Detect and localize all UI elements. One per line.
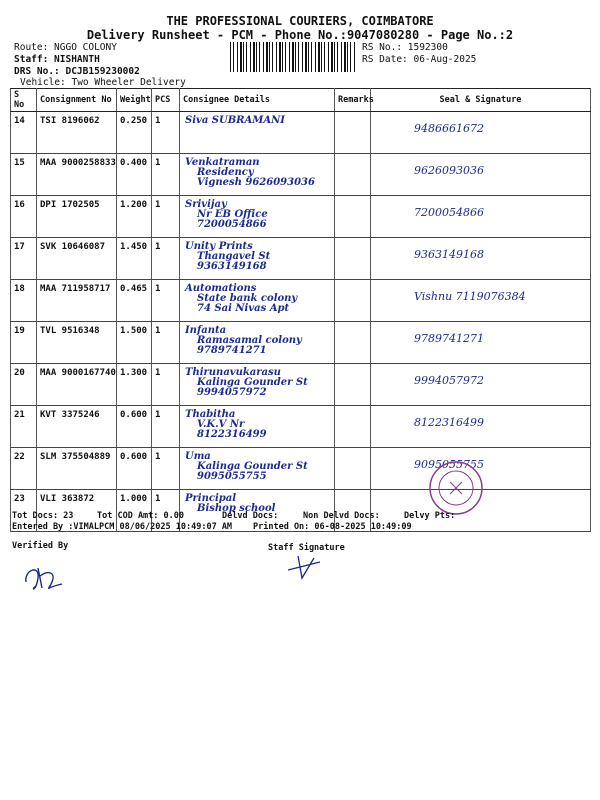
table-row	[11, 448, 591, 490]
consignee-line: Vignesh 9626093036	[197, 177, 315, 188]
consignee-line: Unity Prints	[185, 241, 253, 252]
staff-label: Staff: NISHANTH	[14, 54, 100, 65]
receiver-signature: 9626093036	[414, 164, 484, 177]
col-pcs: PCS	[152, 89, 180, 112]
remarks-cell	[335, 112, 371, 154]
receiver-signature: 9486661672	[414, 122, 484, 135]
seal-signature-cell	[371, 280, 591, 322]
barcode-bar	[237, 42, 238, 72]
barcode-bar	[253, 42, 255, 72]
barcode-bar	[263, 42, 264, 72]
receiver-signature: 9994057972	[414, 374, 484, 387]
receiver-signature: 9789741271	[414, 332, 484, 345]
consignee-details-cell	[180, 154, 335, 196]
consignment-no-cell: TSI 8196062	[37, 112, 117, 154]
consignee-line: Ramasamal colony	[197, 335, 302, 346]
table-row	[11, 364, 591, 406]
verifier-signature	[22, 560, 66, 592]
vehicle-label: Vehicle: Two Wheeler Delivery	[20, 77, 186, 88]
pcs-cell: 1	[152, 280, 180, 322]
remarks-cell	[335, 448, 371, 490]
verified-by-label: Verified By	[12, 541, 69, 551]
consignee-details-cell	[180, 112, 335, 154]
drs-label: DRS No.: DCJB159230002	[14, 66, 140, 77]
table-row	[11, 196, 591, 238]
remarks-cell	[335, 154, 371, 196]
pcs-cell: 1	[152, 154, 180, 196]
sno-cell: 15	[11, 154, 37, 196]
barcode-bar	[269, 42, 270, 72]
barcode-bar	[344, 42, 346, 72]
tot-cod-amt: Tot COD Amt: 0.00	[97, 511, 184, 521]
barcode-bar	[337, 42, 338, 72]
consignee-details-cell	[180, 448, 335, 490]
remarks-cell	[335, 406, 371, 448]
seal-signature-cell	[371, 322, 591, 364]
remarks-cell	[335, 196, 371, 238]
barcode-bar	[328, 42, 329, 72]
barcode-bar	[347, 42, 348, 72]
consignee-details-cell	[180, 196, 335, 238]
sno-cell: 14	[11, 112, 37, 154]
pcs-cell: 1	[152, 364, 180, 406]
col-seal-signature: Seal & Signature	[371, 89, 591, 112]
pcs-cell: 1	[152, 112, 180, 154]
pcs-cell: 1	[152, 322, 180, 364]
table-row	[11, 238, 591, 280]
printed-on: Printed On: 06-08-2025 10:49:09	[253, 522, 412, 532]
consignment-no-cell: VLI 363872	[37, 490, 117, 532]
barcode-bar	[285, 42, 286, 72]
barcode-bar	[321, 42, 322, 72]
delvy-pts: Delvy Pts:	[404, 511, 456, 521]
consignee-line: Srivijay	[185, 199, 227, 210]
sno-cell: 20	[11, 364, 37, 406]
pcs-cell: 1	[152, 196, 180, 238]
remarks-cell	[335, 364, 371, 406]
pcs-cell: 1	[152, 490, 180, 532]
consignee-line: Uma	[185, 451, 211, 462]
barcode-bar	[289, 42, 290, 72]
barcode-bar	[331, 42, 333, 72]
receiver-signature: Vishnu 7119076384	[414, 290, 526, 303]
consignee-line: Residency	[197, 167, 254, 178]
table-row	[11, 280, 591, 322]
runsheet-subtitle: Delivery Runsheet - PCM - Phone No.:9047080280 - Page No.:2	[86, 28, 514, 42]
consignee-details-cell	[180, 280, 335, 322]
table-row	[11, 154, 591, 196]
barcode-bar	[302, 42, 303, 72]
consignment-no-cell: SVK 10646087	[37, 238, 117, 280]
barcode-bar	[276, 42, 277, 72]
barcode-bar	[292, 42, 294, 72]
seal-signature-cell	[371, 196, 591, 238]
receiver-signature: 9095055755	[414, 458, 484, 471]
barcode-bar	[308, 42, 309, 72]
weight-cell: 0.600	[117, 448, 152, 490]
barcode-bar	[350, 42, 351, 72]
consignee-line: Principal	[185, 493, 237, 504]
sno-cell: 18	[11, 280, 37, 322]
barcode-bar	[272, 42, 273, 72]
barcode-bar	[341, 42, 342, 72]
receiver-signature: 7200054866	[414, 206, 484, 219]
pcs-cell: 1	[152, 406, 180, 448]
consignee-line: 9095055755	[197, 471, 267, 482]
consignment-no-cell: MAA 9000258833	[37, 154, 117, 196]
delvd-docs: Delvd Docs:	[222, 511, 279, 521]
weight-cell: 0.400	[117, 154, 152, 196]
staff-signature	[284, 552, 324, 580]
weight-cell: 1.500	[117, 322, 152, 364]
consignee-line: Siva SUBRAMANI	[185, 115, 285, 126]
consignee-line: Thangavel St	[197, 251, 271, 262]
col-weight: Weight	[117, 89, 152, 112]
weight-cell: 0.600	[117, 406, 152, 448]
remarks-cell	[335, 280, 371, 322]
barcode-bar	[324, 42, 325, 72]
seal-signature-cell	[371, 364, 591, 406]
sno-cell: 16	[11, 196, 37, 238]
col-sno: S No	[11, 89, 37, 112]
table-row	[11, 112, 591, 154]
consignee-line: V.K.V Nr	[197, 419, 245, 430]
consignee-line: Thirunavukarasu	[185, 367, 281, 378]
weight-cell: 1.300	[117, 364, 152, 406]
consignment-table	[10, 88, 591, 532]
seal-signature-cell	[371, 154, 591, 196]
entered-by: Entered By :VIMALPCM 08/06/2025 10:49:07 AM	[12, 522, 233, 532]
remarks-cell	[335, 238, 371, 280]
consignee-line: Kalinga Gounder St	[197, 377, 308, 388]
barcode-bar	[240, 42, 242, 72]
barcode-bar	[311, 42, 312, 72]
route-label: Route: NGGO COLONY	[14, 42, 117, 53]
col-remarks: Remarks	[335, 89, 371, 112]
barcode-bar	[233, 42, 234, 72]
consignee-details-cell	[180, 238, 335, 280]
non-delvd-docs: Non Delvd Docs:	[303, 511, 380, 521]
consignee-line: 9363149168	[197, 261, 267, 272]
barcode-bar	[243, 42, 244, 72]
consignee-line: 8122316499	[197, 429, 267, 440]
consignee-line: 7200054866	[197, 219, 267, 230]
consignee-details-cell	[180, 406, 335, 448]
barcode-bar	[334, 42, 335, 72]
weight-cell: 0.465	[117, 280, 152, 322]
weight-cell: 1.000	[117, 490, 152, 532]
consignment-no-cell: KVT 3375246	[37, 406, 117, 448]
barcode-bar	[315, 42, 316, 72]
barcode-image	[230, 42, 358, 72]
sno-cell: 21	[11, 406, 37, 448]
staff-signature-label: Staff Signature	[268, 543, 345, 553]
consignee-line: 9994057972	[197, 387, 267, 398]
receiver-signature: 9363149168	[414, 248, 484, 261]
barcode-bar	[279, 42, 281, 72]
consignment-no-cell: DPI 1702505	[37, 196, 117, 238]
sno-cell: 23	[11, 490, 37, 532]
barcode-bar	[295, 42, 296, 72]
rs-date-label: RS Date: 06-Aug-2025	[362, 54, 477, 65]
tot-docs: Tot Docs: 23	[12, 511, 74, 521]
consignee-line: Venkatraman	[185, 157, 260, 168]
seal-signature-cell	[371, 406, 591, 448]
weight-cell: 1.450	[117, 238, 152, 280]
sno-cell: 19	[11, 322, 37, 364]
consignee-line: 74 Sai Nivas Apt	[197, 303, 290, 314]
consignee-line: 9789741271	[197, 345, 267, 356]
barcode-bar	[266, 42, 268, 72]
consignment-no-cell: MAA 711958717	[37, 280, 117, 322]
col-consignment: Consignment No	[37, 89, 117, 112]
col-consignee: Consignee Details	[180, 89, 335, 112]
remarks-cell	[335, 322, 371, 364]
table-header-row	[11, 89, 591, 112]
consignee-line: Infanta	[185, 325, 227, 336]
barcode-bar	[256, 42, 257, 72]
consignee-details-cell	[180, 364, 335, 406]
barcode-bar	[305, 42, 307, 72]
sno-cell: 17	[11, 238, 37, 280]
barcode-bar	[298, 42, 299, 72]
consignee-line: State bank colony	[197, 293, 298, 304]
consignee-line: Nr EB Office	[197, 209, 268, 220]
consignee-line: Kalinga Gounder St	[197, 461, 308, 472]
sno-cell: 22	[11, 448, 37, 490]
company-title: THE PROFESSIONAL COURIERS, COIMBATORE	[166, 14, 434, 28]
consignment-no-cell: TVL 9516348	[37, 322, 117, 364]
barcode-bar	[230, 42, 231, 72]
barcode-bar	[318, 42, 320, 72]
consignment-no-cell: SLM 375504889	[37, 448, 117, 490]
seal-stamp	[428, 460, 484, 516]
table-row	[11, 406, 591, 448]
barcode-bar	[282, 42, 283, 72]
weight-cell: 1.200	[117, 196, 152, 238]
consignee-details-cell	[180, 322, 335, 364]
consignee-line: Thabitha	[185, 409, 236, 420]
consignment-no-cell: MAA 9000167740	[37, 364, 117, 406]
table-row	[11, 322, 591, 364]
seal-signature-cell	[371, 112, 591, 154]
barcode-bar	[246, 42, 247, 72]
weight-cell: 0.250	[117, 112, 152, 154]
consignee-line: Bishop school	[197, 503, 276, 514]
barcode-bar	[354, 42, 355, 72]
seal-signature-cell	[371, 238, 591, 280]
pcs-cell: 1	[152, 448, 180, 490]
receiver-signature: 8122316499	[414, 416, 484, 429]
barcode-bar	[250, 42, 251, 72]
pcs-cell: 1	[152, 238, 180, 280]
barcode-bar	[259, 42, 260, 72]
consignee-line: Automations	[185, 283, 257, 294]
rs-no-label: RS No.: 1592300	[362, 42, 448, 53]
